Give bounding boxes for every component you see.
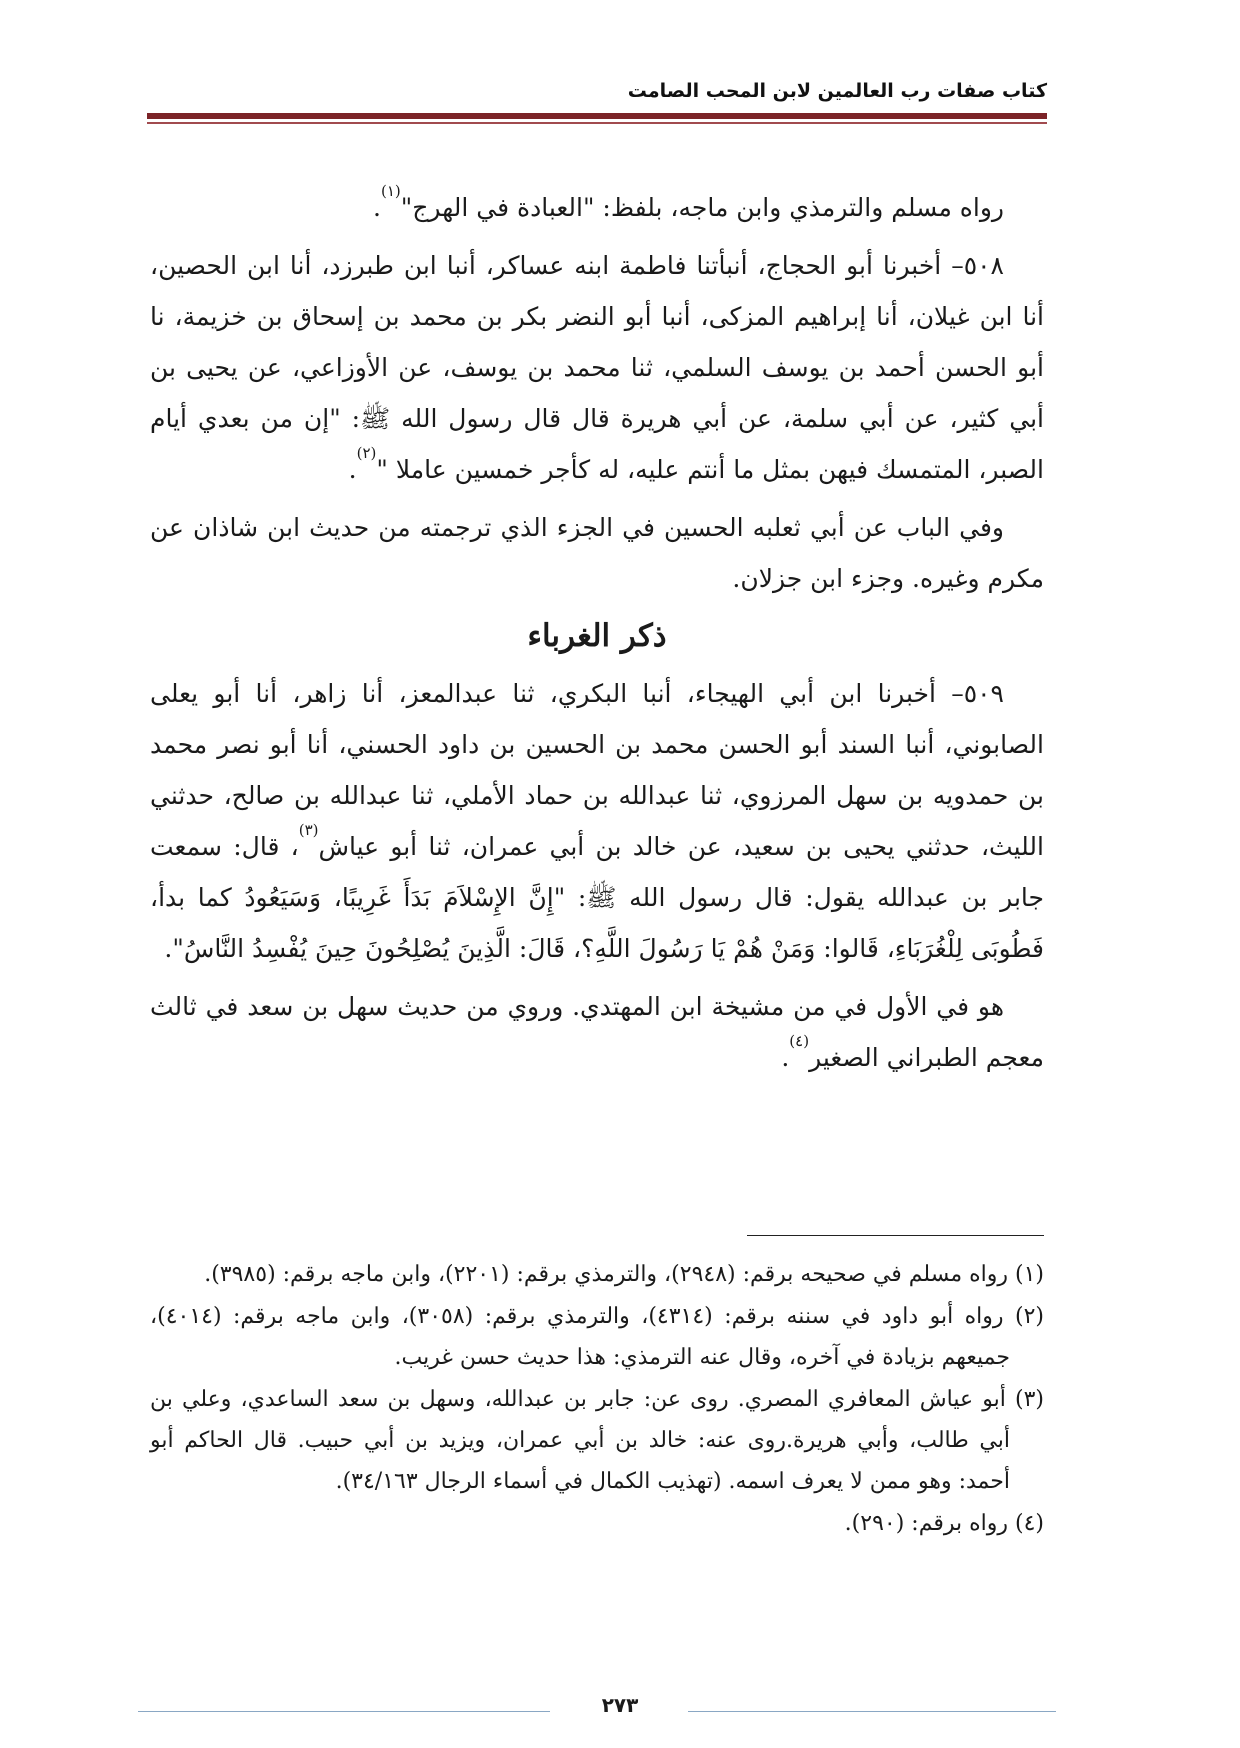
footnotes bbox=[150, 1254, 1044, 1545]
footer-rule-right bbox=[688, 1711, 1056, 1712]
footnote-ref-4: (٤) bbox=[789, 1032, 810, 1050]
paragraph-3: وفي الباب عن أبي ثعلبه الحسين في الجزء الذي ترجمته من حديث ابن شاذان عن مكرم وغيره. وجزء ابن جزلان. bbox=[150, 513, 1044, 593]
footnote-3: (٣) أبو عياش المعافري المصري. روى عن: جابر بن عبدالله، وسهل بن سعد الساعدي، وعلي بن أبي طالب، وأبي هريرة.روى عنه: خالد بن أبي عمران، ويزيد بن أبي حبيب. قال الحاكم أبو أحمد: وهو ممن لا يعرف اسمه. (تهذيب الكمال في أسماء الرجال ٣٤/١٦٣). bbox=[150, 1387, 1044, 1494]
footnote-ref-2: (٢) bbox=[356, 444, 377, 462]
paragraph-5-end: . bbox=[781, 1043, 790, 1072]
hadith-508 bbox=[150, 240, 1044, 495]
header-rule bbox=[147, 113, 1047, 119]
hadith-509 bbox=[150, 668, 1044, 974]
paragraph-5-text: هو في الأول في من مشيخة ابن المهتدي. وروي من حديث سهل بن سعد في ثالث معجم الطبراني الصغير bbox=[150, 992, 1044, 1072]
running-header: كتاب صفات رب العالمين لابن المحب الصامت bbox=[627, 80, 1047, 102]
main-text bbox=[150, 182, 1044, 1090]
footnote-2: (٢) رواه أبو داود في سننه برقم: (٤٣١٤)، والترمذي برقم: (٣٠٥٨)، وابن ماجه برقم: (٤٠١٤)، جميعهم بزيادة في آخره، وقال عنه الترمذي: هذا حديث حسن غريب. bbox=[150, 1304, 1044, 1370]
footnote-1: (١) رواه مسلم في صحيحه برقم: (٢٩٤٨)، والترمذي برقم: (٢٢٠١)، وابن ماجه برقم: (٣٩٨٥). bbox=[204, 1262, 1044, 1287]
hadith-508-text: ٥٠٨– أخبرنا أبو الحجاج، أنبأتنا فاطمة ابنه عساكر، أنبا ابن طبرزد، أنا ابن الحصين، أنا ابن غيلان، أنا إبراهيم المزكى، أنبا أبو النضر بكر بن محمد بن إسحاق بن خزيمة، نا أبو الحسن أحمد بن يوسف السلمي، ثنا محمد بن يوسف، عن الأوزاعي، عن يحيى بن أبي كثير، عن أبي سلمة، عن أبي هريرة قال قال رسول الله ﷺ: "إن من بعدي أيام الصبر، المتمسك فيهن بمثل ما أنتم عليه، له كأجر خمسين عاملا " bbox=[150, 251, 1044, 484]
footnote-ref-1: (١) bbox=[380, 182, 401, 200]
paragraph-5 bbox=[150, 981, 1044, 1083]
footer-rule-left bbox=[138, 1711, 550, 1712]
paragraph-1 bbox=[150, 182, 1044, 233]
footnote-ref-3: (٣) bbox=[298, 821, 319, 839]
header-rule-thin bbox=[147, 122, 1047, 124]
paragraph-1-text: رواه مسلم والترمذي وابن ماجه، بلفظ: "العبادة في الهرج" bbox=[400, 193, 1004, 222]
footnote-separator bbox=[747, 1235, 1044, 1236]
hadith-509-rest: ، قال: سمعت جابر بن عبدالله يقول: قال رسول الله ﷺ: "إِنَّ الإِسْلاَمَ بَدَأَ غَرِيبًا، وَسَيَعُودُ كما بدأ، فَطُوبَى لِلْغُرَبَاءِ، قَالوا: وَمَنْ هُمْ يَا رَسُولَ اللَّهِ؟، قَالَ: الَّذِينَ يُصْلِحُونَ حِينَ يُفْسِدُ النَّاسُ". bbox=[150, 832, 1044, 963]
hadith-508-end: . bbox=[348, 455, 357, 484]
section-title: ذكر الغرباء bbox=[527, 618, 667, 654]
hadith-509-text: ٥٠٩– أخبرنا ابن أبي الهيجاء، أنبا البكري، ثنا عبدالمعز، أنا زاهر، أنا أبو يعلى الصابوني، أنبا السند أبو الحسن محمد بن الحسين بن داود الحسني، أنا أبو نصر محمد بن حمدويه بن سهل المرزوي، ثنا عبدالله بن حماد الأملي، ثنا عبدالله بن صالح، حدثني الليث، حدثني يحيى بن سعيد، عن خالد بن أبي عمران، ثنا أبو عياش bbox=[150, 679, 1044, 861]
page-number: ٢٧٣ bbox=[601, 1693, 639, 1717]
footnote-4: (٤) رواه برقم: (٢٩٠). bbox=[844, 1511, 1044, 1536]
paragraph-1-end: . bbox=[373, 193, 381, 222]
